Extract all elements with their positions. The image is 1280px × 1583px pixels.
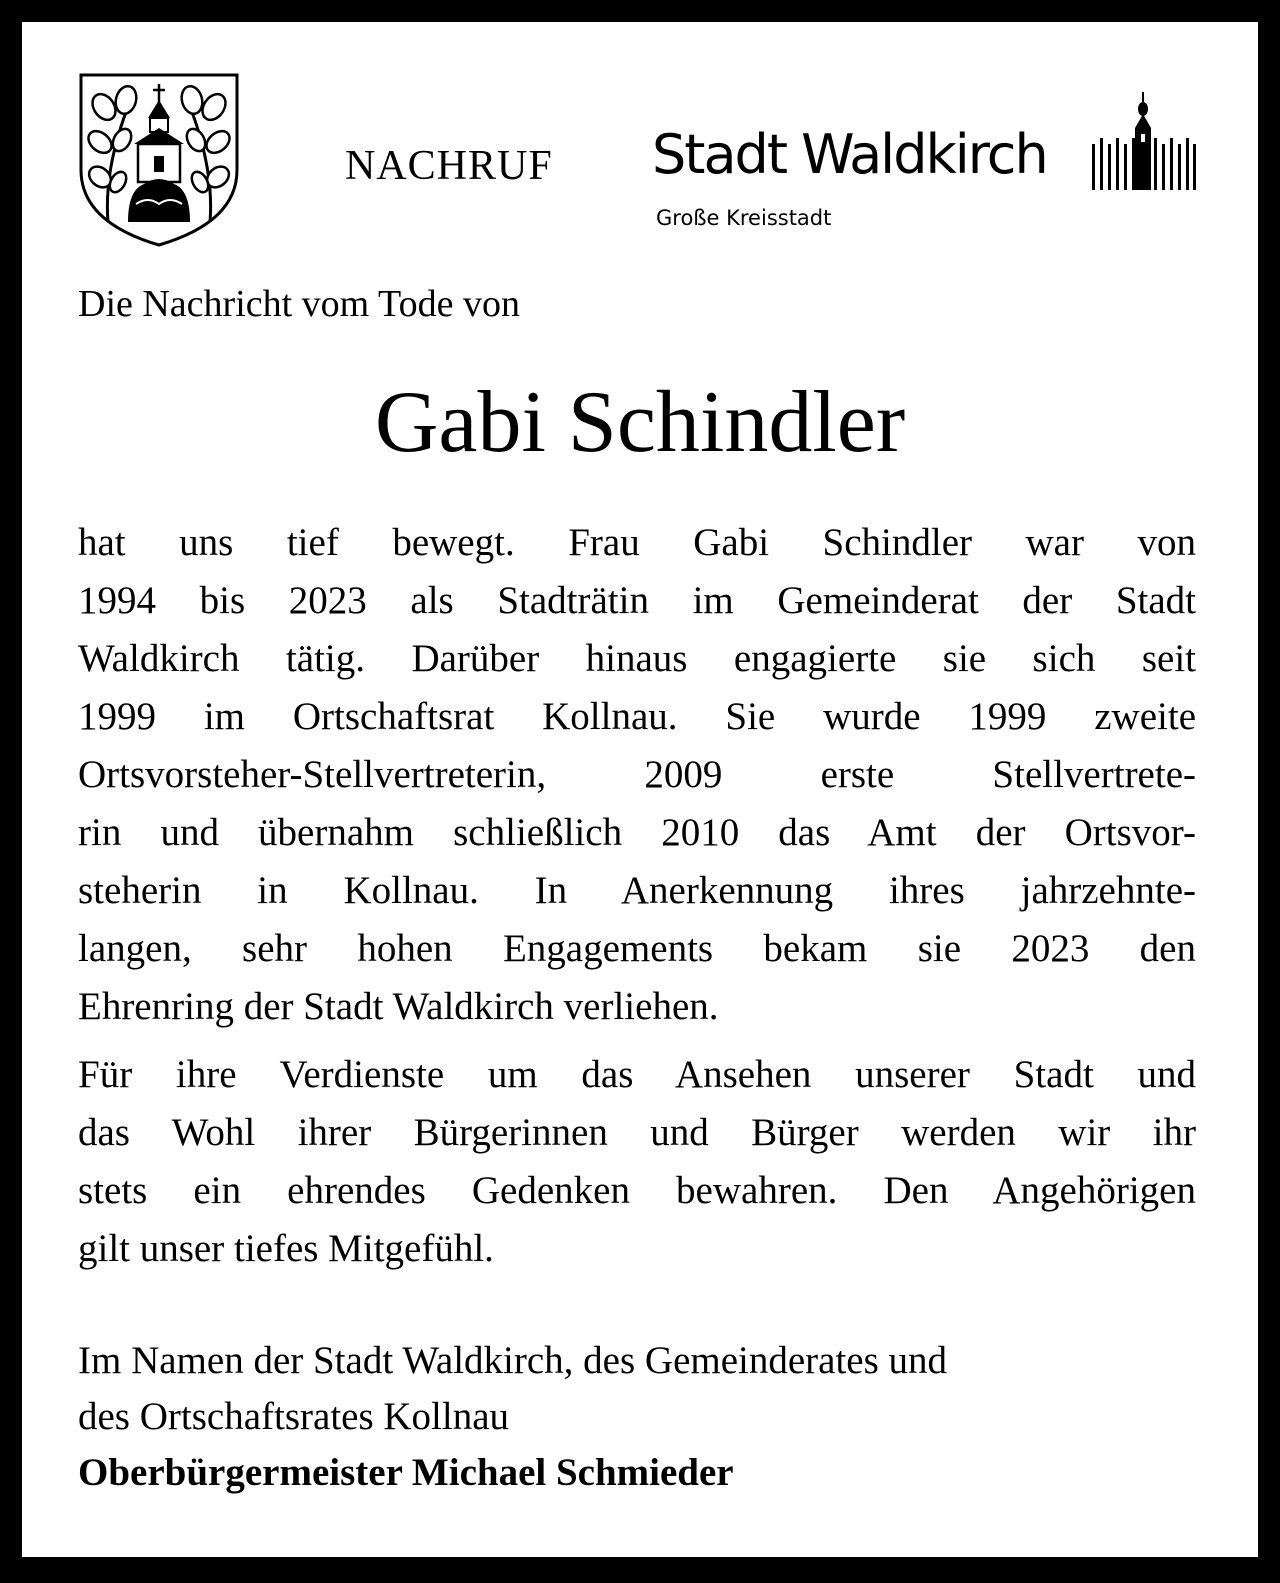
- notice-title: NACHRUF: [345, 143, 553, 189]
- signoff-line: Im Namen der Stadt Waldkirch, des Gemeinderates und: [78, 1339, 948, 1382]
- paragraph-line: gilt unser tiefes Mitgefühl.: [78, 1227, 494, 1270]
- paragraph-2: [78, 1046, 1196, 1278]
- paragraph-line: rin und übernahm schließlich 2010 das Amt der Ortsvor-: [78, 811, 1196, 854]
- paragraph-1: [78, 514, 1196, 1036]
- paragraph-line: 1999 im Ortschaftsrat Kollnau. Sie wurde 1999 zweite: [78, 695, 1196, 738]
- church-bars-logo-icon: [1090, 92, 1196, 192]
- paragraph-line: Ortsvorsteher-Stellvertreterin, 2009 erste Stellvertrete-: [78, 753, 1196, 796]
- paragraph-line: 1994 bis 2023 als Stadträtin im Gemeinderat der Stadt: [78, 579, 1196, 622]
- city-name: Stadt Waldkirch: [652, 123, 1047, 186]
- paragraph-line: Waldkirch tätig. Darüber hinaus engagierte sie sich seit: [78, 637, 1196, 680]
- paragraph-line: steherin in Kollnau. In Anerkennung ihres jahrzehnte-: [78, 869, 1196, 912]
- paragraph-line: Für ihre Verdienste um das Ansehen unserer Stadt und: [78, 1053, 1196, 1096]
- obituary-body: [78, 514, 1196, 1278]
- signoff-line: des Ortschaftsrates Kollnau: [78, 1395, 510, 1438]
- signoff-block: [78, 1333, 1196, 1501]
- signatory: Oberbürgermeister Michael Schmieder: [78, 1451, 734, 1494]
- coat-of-arms-icon: [78, 72, 240, 248]
- paragraph-line: langen, sehr hohen Engagements bekam sie 2023 den: [78, 927, 1196, 970]
- paragraph-line: stets ein ehrendes Gedenken bewahren. Den Angehörigen: [78, 1169, 1196, 1212]
- intro-line: Die Nachricht vom Tode von: [78, 283, 520, 325]
- paragraph-line: hat uns tief bewegt. Frau Gabi Schindler war von: [78, 521, 1196, 564]
- deceased-name: Gabi Schindler: [374, 374, 906, 471]
- city-subtitle: Große Kreisstadt: [656, 206, 832, 230]
- paragraph-line: Ehrenring der Stadt Waldkirch verliehen.: [78, 985, 719, 1028]
- paragraph-line: das Wohl ihrer Bürgerinnen und Bürger werden wir ihr: [78, 1111, 1196, 1154]
